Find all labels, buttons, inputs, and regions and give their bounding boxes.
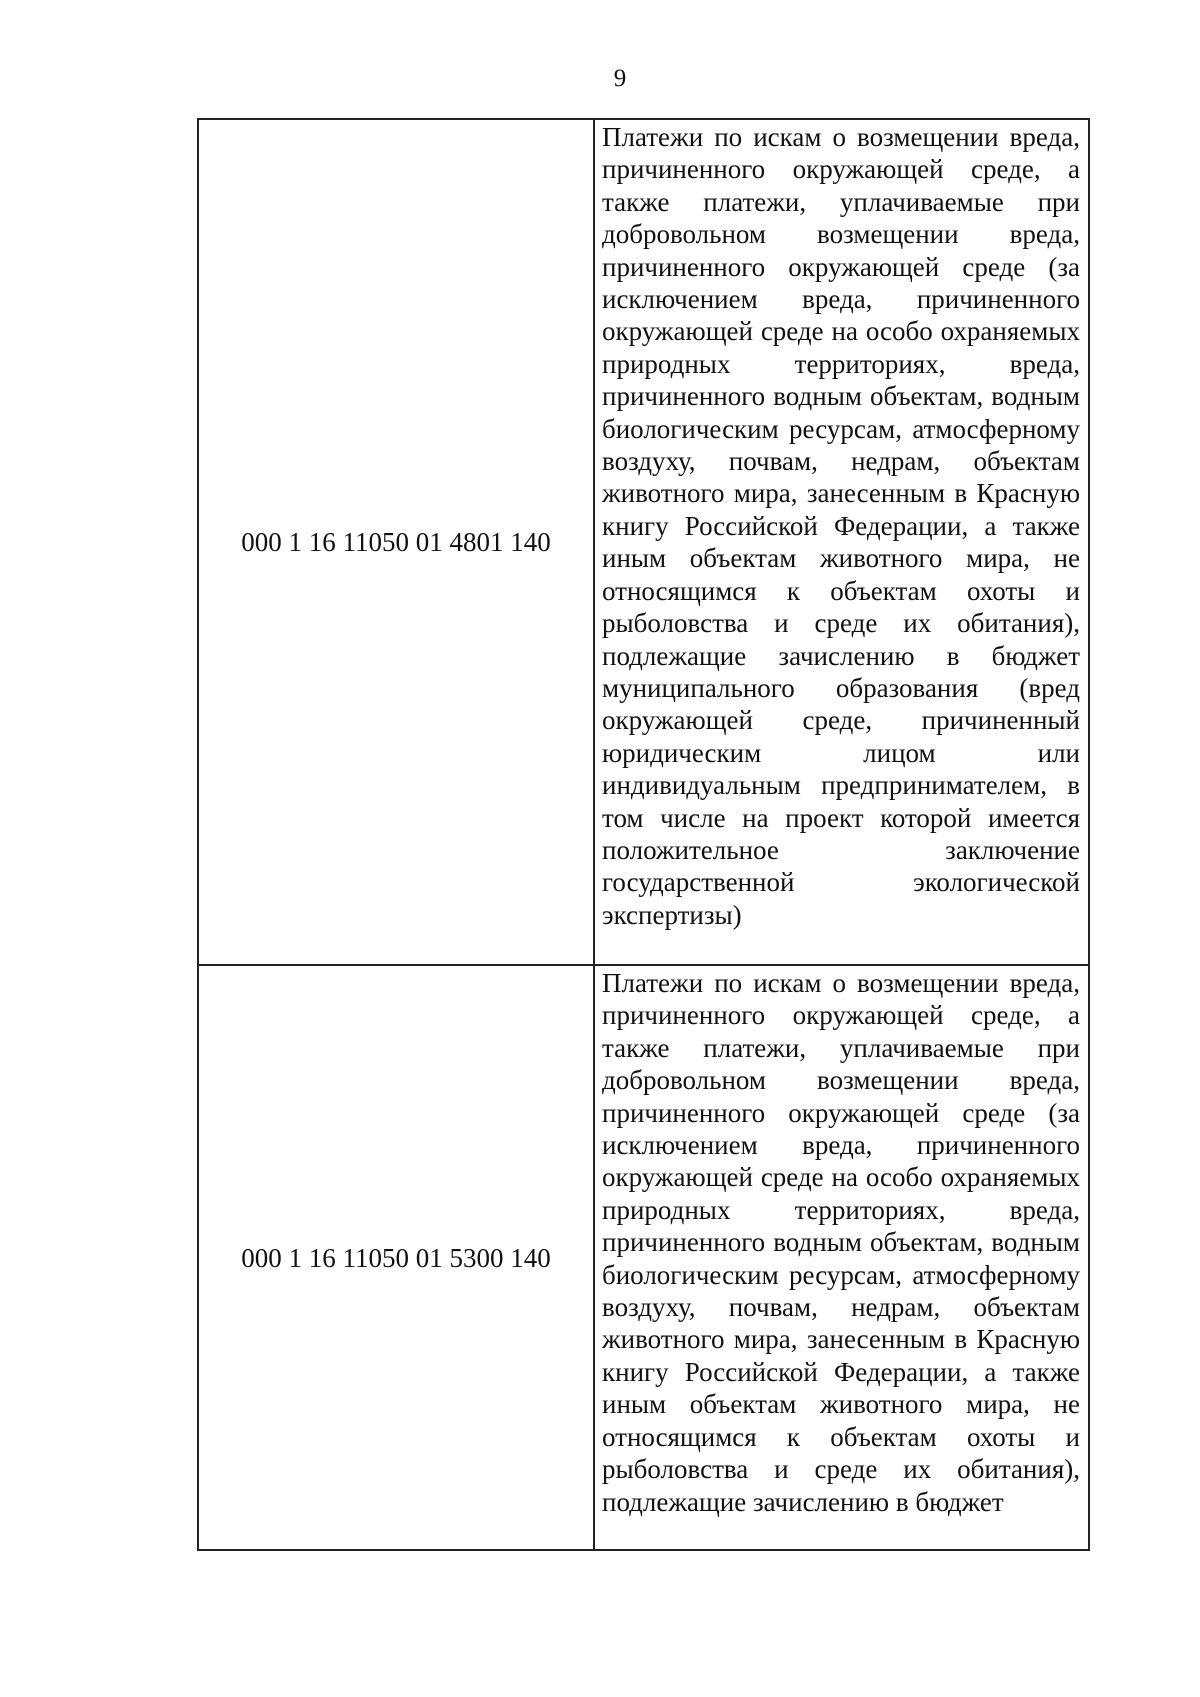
table-row bbox=[198, 965, 1089, 1550]
table-row bbox=[198, 119, 1089, 965]
page-number: 9 bbox=[613, 65, 627, 92]
payment-description: Платежи по искам о возмещении вреда, причиненного окружающей среде, а также платежи, уплачиваемые при добровольном возмещении вреда, причиненного окружающей среде (за исключением вреда, причиненного окружающей среде на особо охраняемых природных территориях, вреда, причиненного водным объектам, водным биологическим ресурсам, атмосферному воздуху, почвам, недрам, объектам животного мира, занесенным в Красную книгу Российской Федерации, а также иным объектам животного мира, не относящимся к объектам охоты и рыболовства и среде их обитания), подлежащие зачислению в бюджет bbox=[602, 968, 1080, 1517]
budget-classification-code: 000 1 16 11050 01 5300 140 bbox=[198, 965, 594, 1550]
description-cell bbox=[594, 965, 1089, 1550]
payment-description: Платежи по искам о возмещении вреда, причиненного окружающей среде, а также платежи, уплачиваемые при добровольном возмещении вреда, причиненного окружающей среде (за исключением вреда, причиненного окружающей среде на особо охраняемых природных территориях, вреда, причиненного водным объектам, водным биологическим ресурсам, атмосферному воздуху, почвам, недрам, объектам животного мира, занесенным в Красную книгу Российской Федерации, а также иным объектам животного мира, не относящимся к объектам охоты и рыболовства и среде их обитания), подлежащие зачислению в бюджет муниципального образования (вред окружающей среде, причиненный юридическим лицом или индивидуальным предпринимателем, в том числе на проект которой имеется положительное заключение государственной экологической экспертизы) bbox=[602, 122, 1080, 930]
budget-classification-code: 000 1 16 11050 01 4801 140 bbox=[198, 119, 594, 965]
budget-code-table bbox=[197, 118, 1090, 1551]
description-cell bbox=[594, 119, 1089, 965]
